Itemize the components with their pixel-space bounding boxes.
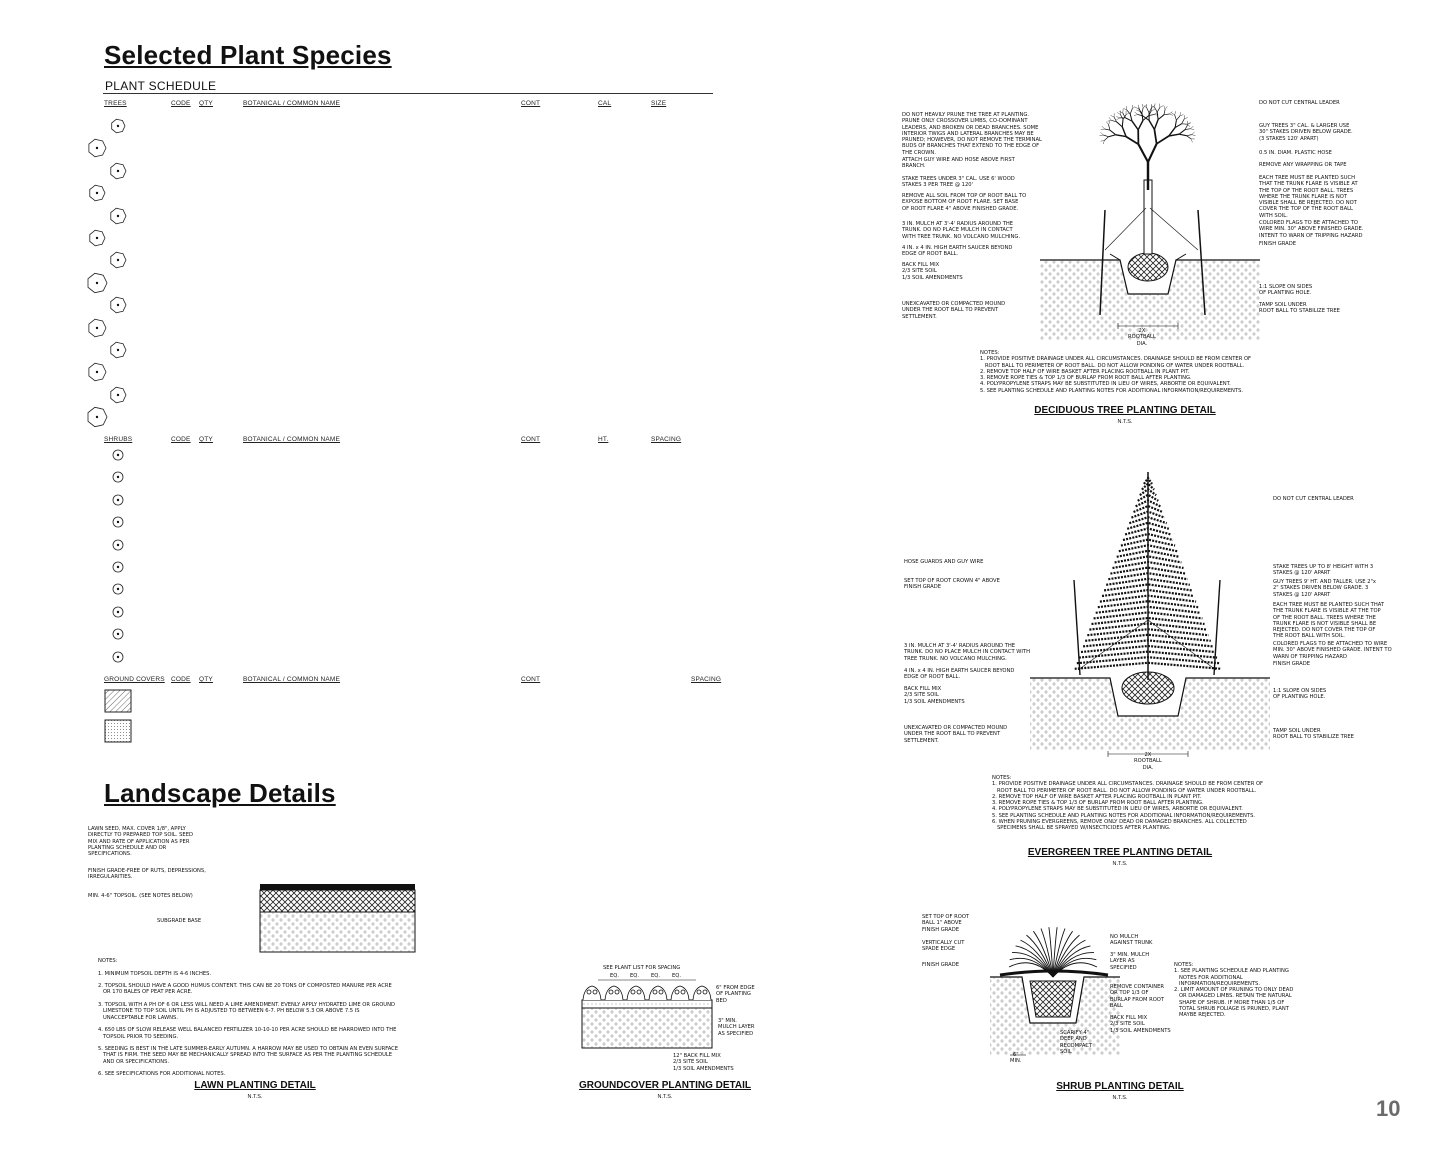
groundcover-detail-nts: N.T.S. bbox=[657, 1094, 673, 1100]
evergreen-tree-drawing bbox=[1000, 470, 1300, 770]
tree-symbol-icon bbox=[84, 404, 110, 430]
evergreen-left-label: SET TOP OF ROOT CROWN 4" ABOVE FINISH GRADE bbox=[904, 578, 1000, 591]
schedule-header-spacing: SPACING bbox=[651, 436, 682, 443]
evergreen-right-label: COLORED FLAGS TO BE ATTACHED TO WIRE MIN. 30" ABOVE FINISHED GRADE. INTENT TO WARN OF TRIPPING HAZARD bbox=[1273, 641, 1392, 660]
groundcover-swatch-icon bbox=[104, 719, 132, 743]
groundcover-eq-label: EQ. bbox=[672, 973, 682, 979]
tree-symbol-icon bbox=[107, 249, 129, 271]
schedule-header-cont: CONT bbox=[521, 100, 541, 107]
shrub-symbol-icon bbox=[110, 649, 126, 665]
shrub-symbol-icon bbox=[110, 492, 126, 508]
schedule-header-size: HT. bbox=[598, 436, 609, 443]
lawn-notes: NOTES: 1. MINIMUM TOPSOIL DEPTH IS 4-6 INCHES. 2. TOPSOIL SHOULD HAVE A GOOD HUMUS CONTENT. THIS CAN BE 20 TONS OF COMPOSTED MANURE PER ACRE OR 170 BALES OF PEAT PER ACRE. 3. TOPSOIL WITH A PH OF 6 OR LESS WILL NEED A LIME AMENDMENT. EVENLY APPLY HYDRATED LIME OR GROUND LIMESTONE TO TOP SOIL UNTIL PH IS ADJUSTED TO BETWEEN 6-7. PH BELOW 5.3 OR ABOVE 7.5 IS UNACCEPTABLE FOR LAWNS. 4. 650 LBS OF SLOW RELEASE WELL BALANCED FERTILIZER 10-10-10 PER ACRE SHOULD BE HARROWED INTO THE TOPSOIL PRIOR TO SEEDING. 5. SEEDING IS BEST IN THE LATE SUMMER-EARLY AUTUMN. A HARROW MAY BE USED TO OBTAIN AN EVEN SURFACE THAT IS FIRM. THE SEED MAY BE MECHANICALLY SPREAD INTO THE SURFACE AS PER THE PLANTING SCHEDULE AND OR SPECIFICATIONS. 6. SEE SPECIFICATIONS FOR ADDITIONAL NOTES. bbox=[98, 958, 399, 1078]
schedule-header-size: CAL bbox=[598, 100, 612, 107]
tree-symbol-icon bbox=[107, 294, 129, 316]
shrub-detail-title: SHRUB PLANTING DETAIL bbox=[1056, 1081, 1184, 1092]
page-number: 10 bbox=[1376, 1096, 1401, 1121]
shrub-left-label: VERTICALLY CUT SPADE EDGE bbox=[922, 940, 965, 953]
tree-symbol-icon bbox=[107, 339, 129, 361]
schedule-header-qty: QTY bbox=[199, 100, 213, 107]
shrub-symbol-icon bbox=[110, 514, 126, 530]
section-title-details: Landscape Details bbox=[104, 778, 336, 808]
groundcover-eq-label: EQ. bbox=[610, 973, 620, 979]
shrub-symbol-icon bbox=[110, 447, 126, 463]
shrub-right-label: 3" MIN. MULCH LAYER AS SPECIFIED bbox=[1110, 952, 1150, 971]
deciduous-right-label: 0.5 IN. DIAM. PLASTIC HOSE bbox=[1259, 150, 1332, 156]
deciduous-right-label: EACH TREE MUST BE PLANTED SUCH THAT THE TRUNK FLARE IS VISIBLE AT THE TOP OF THE ROOT BALL. TREES WHERE THE TRUNK FLARE IS NOT VISIBLE SHALL BE REJECTED. DO NOT COVER THE TOP OF THE ROOT BALL WITH SOIL. bbox=[1259, 175, 1358, 219]
groundcover-edge-label: 6" FROM EDGE OF PLANTING BED bbox=[716, 985, 755, 1004]
schedule-header-cont: CONT bbox=[521, 436, 541, 443]
schedule-header-gc-code: CODE bbox=[171, 676, 191, 683]
lawn-section-drawing bbox=[255, 878, 420, 958]
shrub-symbol-icon bbox=[110, 604, 126, 620]
groundcover-mulch-label: 3" MIN. MULCH LAYER AS SPECIFIED bbox=[718, 1018, 755, 1037]
schedule-header-sym: TREES bbox=[104, 100, 127, 107]
schedule-header-name: BOTANICAL / COMMON NAME bbox=[243, 100, 341, 107]
schedule-header-qty: QTY bbox=[199, 436, 213, 443]
plant-schedule-table bbox=[0, 0, 740, 760]
deciduous-right-label: DO NOT CUT CENTRAL LEADER bbox=[1259, 100, 1340, 106]
evergreen-left-label: HOSE GUARDS AND GUY WIRE bbox=[904, 559, 984, 565]
groundcover-backfill-label: 12" BACK FILL MIX 2/3 SITE SOIL 1/3 SOIL AMENDMENTS bbox=[673, 1053, 734, 1072]
evergreen-right-label: STAKE TREES UP TO 8' HEIGHT WITH 3 STAKES @ 120' APART bbox=[1273, 564, 1374, 577]
deciduous-left-label: UNEXCAVATED OR COMPACTED MOUND UNDER THE ROOT BALL TO PREVENT SETTLEMENT. bbox=[902, 301, 1006, 320]
lawn-detail-title: LAWN PLANTING DETAIL bbox=[194, 1080, 316, 1091]
evergreen-left-label: UNEXCAVATED OR COMPACTED MOUND UNDER THE ROOT BALL TO PREVENT SETTLEMENT. bbox=[904, 725, 1008, 744]
shrub-section-drawing bbox=[980, 915, 1130, 1065]
deciduous-right-label: REMOVE ANY WRAPPING OR TAPE bbox=[1259, 162, 1347, 168]
shrub-symbol-icon bbox=[110, 469, 126, 485]
deciduous-right-label: 1:1 SLOPE ON SIDES OF PLANTING HOLE. bbox=[1259, 284, 1313, 297]
shrub-left-label: SET TOP OF ROOT BALL 1" ABOVE FINISH GRADE bbox=[922, 914, 970, 933]
shrub-right-label: NO MULCH AGAINST TRUNK bbox=[1110, 934, 1153, 947]
deciduous-tree-drawing bbox=[1000, 80, 1300, 350]
deciduous-left-label: BACK FILL MIX 2/3 SITE SOIL 1/3 SOIL AMENDMENTS bbox=[902, 262, 963, 281]
tree-symbol-icon bbox=[85, 360, 109, 384]
shrub-dimension-label: 6" MIN. bbox=[1010, 1052, 1022, 1065]
deciduous-left-label: REMOVE ALL SOIL FROM TOP OF ROOT BALL TO EXPOSE BOTTOM OF ROOT FLARE. SET BASE OF ROOT FLARE 4" ABOVE FINISHED GRADE. bbox=[902, 193, 1027, 212]
tree-symbol-icon bbox=[107, 384, 129, 406]
tree-symbol-icon bbox=[85, 316, 109, 340]
lawn-label: FINISH GRADE-FREE OF RUTS, DEPRESSIONS, IRREGULARITIES. bbox=[88, 868, 206, 881]
lawn-label: SUBGRADE BASE bbox=[157, 918, 202, 924]
tree-symbol-icon bbox=[84, 270, 110, 296]
lawn-detail-nts: N.T.S. bbox=[247, 1094, 263, 1100]
tree-symbol-icon bbox=[108, 116, 128, 136]
evergreen-right-label: GUY TREES 9' HT. AND TALLER. USE 2"x 2" STAKES DRIVEN BELOW GRADE. 3 STAKES @ 120' APART bbox=[1273, 579, 1376, 598]
shrub-notes: NOTES: 1. SEE PLANTING SCHEDULE AND PLANTING NOTES FOR ADDITIONAL INFORMATION/REQUIREMENTS. 2. LIMIT AMOUNT OF PRUNING TO ONLY DEAD OR DAMAGED LIMBS. RETAIN THE NATURAL SHAPE OF SHRUB. IF MORE THAN 1/5 OF TOTAL SHRUB FOLIAGE IS PRUNED, PLANT MAYBE REJECTED. bbox=[1174, 962, 1294, 1019]
deciduous-right-label: TAMP SOIL UNDER ROOT BALL TO STABILIZE TREE bbox=[1259, 302, 1340, 315]
schedule-title: PLANT SCHEDULE bbox=[105, 79, 217, 93]
evergreen-left-label: 3 IN. MULCH AT 3'-4' RADIUS AROUND THE TRUNK. DO NO PLACE MULCH IN CONTACT WITH TREE TRUNK. NO VOLCANO MULCHING. bbox=[904, 643, 1031, 662]
shrub-left-label: FINISH GRADE bbox=[922, 962, 960, 968]
groundcover-section-drawing bbox=[578, 970, 718, 1060]
deciduous-left-label: DO NOT HEAVILY PRUNE THE TREE AT PLANTING. PRUNE ONLY CROSSOVER LIMBS, CO-DOMINANT LEADERS, AND BROKEN OR DEAD BRANCHES. SOME INTERIOR TWIGS AND LATERAL BRANCHES MAY BE PRUNED; HOWEVER, DO NOT REMOVE THE TERMINAL BUDS OF BRANCHES THAT EXTEND TO THE EDGE OF THE CROWN. bbox=[902, 112, 1042, 156]
schedule-header-gc-sym: GROUND COVERS bbox=[104, 676, 165, 683]
evergreen-right-label: 1:1 SLOPE ON SIDES OF PLANTING HOLE. bbox=[1273, 688, 1327, 701]
evergreen-right-label: EACH TREE MUST BE PLANTED SUCH THAT THE TRUNK FLARE IS VISIBLE AT THE TOP OF THE ROOT BALL. TREES WHERE THE TRUNK FLARE IS NOT VISIBLE SHALL BE REJECTED. DO NOT COVER THE TOP OF THE ROOT BALL WITH SOIL. bbox=[1273, 602, 1385, 640]
schedule-header-code: CODE bbox=[171, 436, 191, 443]
groundcover-detail-title: GROUNDCOVER PLANTING DETAIL bbox=[578, 1080, 752, 1091]
deciduous-notes: NOTES: 1. PROVIDE POSITIVE DRAINAGE UNDER ALL CIRCUMSTANCES. DRAINAGE SHOULD BE FROM CENTER OF ROOT BALL TO PERIMETER OF ROOT BALL. DO NOT ALLOW PONDING OF WATER UNDER ROOTBALL. 2. REMOVE TOP HALF OF WIRE BASKET AFTER PLACING ROOTBALL IN PLANT PIT. 3. REMOVE ROPE TIES & TOP 1/3 OF BURLAP FROM ROOT BALL AFTER PLANTING. 4. POLYPROPYLENE STRAPS MAY BE SUBSTITUTED IN LIEU OF WIRES, ARBORTIE OR EQUIVALENT. 5. SEE PLANTING SCHEDULE AND PLANTING NOTES FOR ADDITIONAL INFORMATION/REQUIREMENTS. bbox=[980, 350, 1252, 394]
evergreen-right-label: TAMP SOIL UNDER ROOT BALL TO STABILIZE TREE bbox=[1273, 728, 1354, 741]
schedule-header-code: CODE bbox=[171, 100, 191, 107]
deciduous-detail-nts: N.T.S. bbox=[1117, 419, 1133, 425]
deciduous-left-label: ATTACH GUY WIRE AND HOSE ABOVE FIRST BRANCH. bbox=[902, 157, 1015, 170]
tree-symbol-icon bbox=[107, 160, 129, 182]
deciduous-right-label: GUY TREES 3" CAL. & LARGER USE 30" STAKES DRIVEN BELOW GRADE. (3 STAKES 120' APART) bbox=[1259, 123, 1353, 142]
groundcover-swatch-icon bbox=[104, 689, 132, 713]
deciduous-left-label: STAKE TREES UNDER 3" CAL. USE 6' WOOD STAKES 3 PER TREE @ 120' bbox=[902, 176, 1015, 189]
lawn-label: MIN. 4-6" TOPSOIL. (SEE NOTES BELOW) bbox=[88, 893, 193, 899]
evergreen-right-label: DO NOT CUT CENTRAL LEADER bbox=[1273, 496, 1354, 502]
groundcover-eq-label: EQ. bbox=[651, 973, 661, 979]
deciduous-left-label: 3 IN. MULCH AT 3'-4' RADIUS AROUND THE TRUNK. DO NO PLACE MULCH IN CONTACT WITH TREE TRUNK. NO VOLCANO MULCHING. bbox=[902, 221, 1021, 240]
evergreen-detail-title: EVERGREEN TREE PLANTING DETAIL bbox=[1027, 847, 1213, 858]
deciduous-detail-title: DECIDUOUS TREE PLANTING DETAIL bbox=[1034, 405, 1216, 416]
deciduous-left-label: 4 IN. x 4 IN. HIGH EARTH SAUCER BEYOND EDGE OF ROOT BALL. bbox=[902, 245, 1013, 258]
groundcover-eq-label: EQ. bbox=[630, 973, 640, 979]
shrub-right-label: REMOVE CONTAINER OR TOP 1/3 OF BURLAP FROM ROOT BALL bbox=[1110, 984, 1165, 1009]
schedule-header-gc-name: BOTANICAL / COMMON NAME bbox=[243, 676, 341, 683]
tree-symbol-icon bbox=[86, 227, 108, 249]
shrub-symbol-icon bbox=[110, 559, 126, 575]
tree-symbol-icon bbox=[107, 205, 129, 227]
schedule-header-gc-spacing: SPACING bbox=[691, 676, 722, 683]
schedule-header-spacing: SIZE bbox=[651, 100, 667, 107]
deciduous-right-label: COLORED FLAGS TO BE ATTACHED TO WIRE MIN. 30" ABOVE FINISHED GRADE. INTENT TO WARN OF TRIPPING HAZARD bbox=[1259, 220, 1364, 239]
shrub-symbol-icon bbox=[110, 537, 126, 553]
evergreen-dimension-label: 2X ROOTBALL DIA. bbox=[1134, 752, 1162, 771]
shrub-symbol-icon bbox=[110, 581, 126, 597]
schedule-header-gc-cont: CONT bbox=[521, 676, 541, 683]
schedule-header-gc-qty: QTY bbox=[199, 676, 213, 683]
tree-symbol-icon bbox=[86, 182, 108, 204]
evergreen-detail-nts: N.T.S. bbox=[1112, 861, 1128, 867]
groundcover-top-label: SEE PLANT LIST FOR SPACING bbox=[603, 965, 681, 971]
evergreen-left-label: 4 IN. x 4 IN. HIGH EARTH SAUCER BEYOND EDGE OF ROOT BALL. bbox=[904, 668, 1015, 681]
evergreen-left-label: BACK FILL MIX 2/3 SITE SOIL 1/3 SOIL AMENDMENTS bbox=[904, 686, 965, 705]
deciduous-right-label: FINISH GRADE bbox=[1259, 241, 1297, 247]
shrub-right-label: BACK FILL MIX 2/3 SITE SOIL 1/3 SOIL AMENDMENTS bbox=[1110, 1015, 1171, 1034]
evergreen-notes: NOTES: 1. PROVIDE POSITIVE DRAINAGE UNDER ALL CIRCUMSTANCES. DRAINAGE SHOULD BE FROM CENTER OF ROOT BALL TO PERIMETER OF ROOT BALL. DO NOT ALLOW PONDING OF WATER UNDER ROOTBALL. 2. REMOVE TOP HALF OF WIRE BASKET AFTER PLACING ROOTBALL IN PLANT PIT. 3. REMOVE ROPE TIES & TOP 1/3 OF BURLAP FROM ROOT BALL AFTER PLANTING. 4. POLYPROPYLENE STRAPS MAY BE SUBSTITUTED IN LIEU OF WIRES, ARBORTIE OR EQUIVALENT. 5. SEE PLANTING SCHEDULE AND PLANTING NOTES FOR ADDITIONAL INFORMATION/REQUIREMENTS. 6. WHEN PRUNING EVERGREENS, REMOVE ONLY DEAD OR DAMAGED BRANCHES. ALL COLLECTED SPECIMENS SHALL BE SPRAYED W/INSECTICIDES AFTER PLANTING. bbox=[992, 775, 1264, 832]
schedule-header-sym: SHRUBS bbox=[104, 436, 133, 443]
section-title-species: Selected Plant Species bbox=[104, 40, 392, 70]
tree-symbol-icon bbox=[85, 136, 109, 160]
deciduous-dimension-label: 2X ROOTBALL DIA. bbox=[1128, 328, 1156, 347]
shrub-right-label: SCARIFY 4" DEEP AND RECOMPACT SOIL bbox=[1060, 1030, 1093, 1055]
lawn-label: LAWN SEED, MAX. COVER 1/8", APPLY DIRECTLY TO PREPARED TOP SOIL. SEED MIX AND RATE OF APPLICATION AS PER PLANTING SCHEDULE AND OR SPECIFICATIONS. bbox=[88, 826, 193, 858]
schedule-header-name: BOTANICAL / COMMON NAME bbox=[243, 436, 341, 443]
evergreen-right-label: FINISH GRADE bbox=[1273, 661, 1311, 667]
shrub-detail-nts: N.T.S. bbox=[1112, 1095, 1128, 1101]
shrub-symbol-icon bbox=[110, 626, 126, 642]
